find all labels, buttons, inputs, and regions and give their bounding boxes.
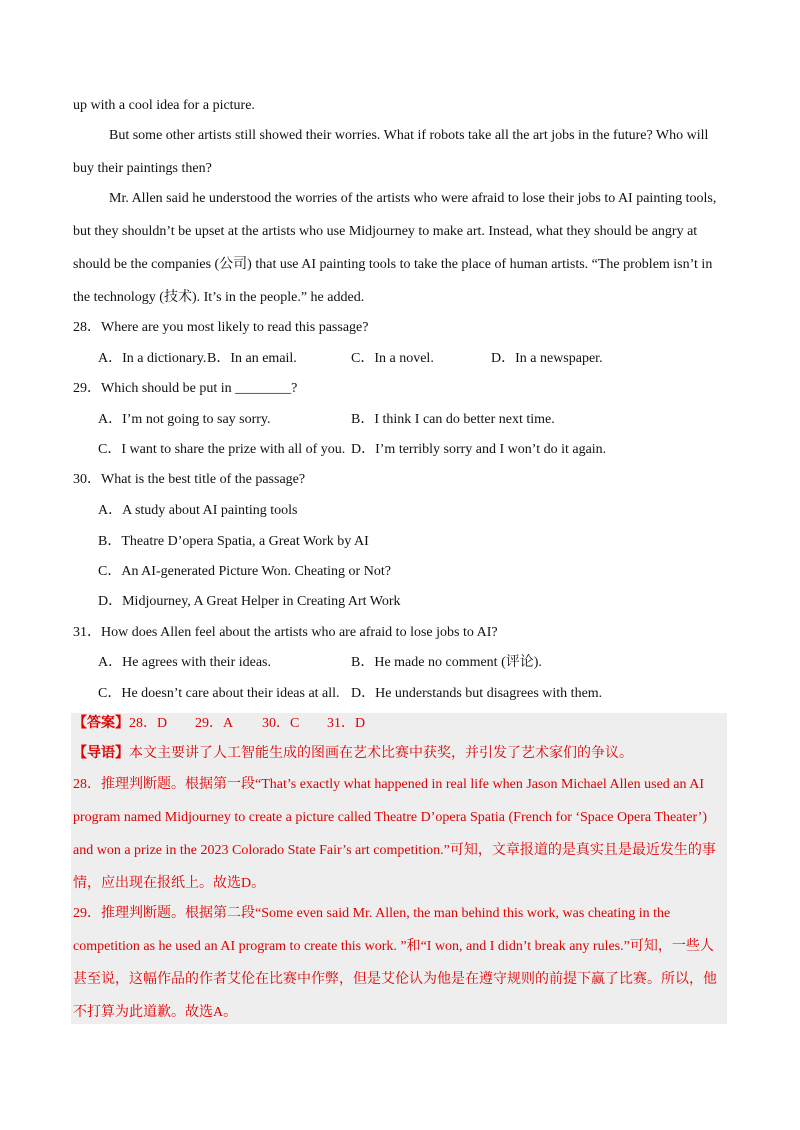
explanation-line: and won a prize in the 2023 Colorado State Fair’s art competition.”可知，文章报道的是真实且是最近发生的事 xyxy=(73,843,716,858)
passage-line: up with a cool idea for a picture. xyxy=(73,98,255,113)
passage-line: the technology (技术). It’s in the people.” he added. xyxy=(73,290,365,305)
option-c: C．In a novel. xyxy=(351,351,434,366)
question-stem: 30．What is the best title of the passage? xyxy=(73,472,306,487)
option-d: D．He understands but disagrees with them. xyxy=(351,686,603,701)
option-b: B．I think I can do better next time. xyxy=(351,412,555,427)
passage-line: should be the companies (公司) that use AI painting tools to take the place of human artists. “The problem isn’t in xyxy=(73,257,713,272)
explanation-line: 28．推理判断题。根据第一段“That’s exactly what happened in real life when Jason Michael Allen used an AI xyxy=(73,777,705,792)
explanation-line: competition as he used an AI program to create this work. ”和“I won, and I didn’t break any rules.”可知，一些人 xyxy=(73,939,714,954)
option-a: A．A study about AI painting tools xyxy=(98,503,298,518)
question-stem: 31．How does Allen feel about the artists who are afraid to lose jobs to AI? xyxy=(73,625,498,640)
passage-line: Mr. Allen said he understood the worries of the artists who were afraid to lose their jobs to AI painting tools, xyxy=(109,191,717,206)
option-c: C．I want to share the prize with all of you. xyxy=(98,442,346,457)
option-a: A．I’m not going to say sorry. xyxy=(98,412,271,427)
explanation-line: 甚至说，这幅作品的作者艾伦在比赛中作弊，但是艾伦认为他是在遵守规则的前提下赢了比赛。所以，他 xyxy=(73,972,717,987)
passage-line: But some other artists still showed their worries. What if robots take all the art jobs in the future? Who will xyxy=(109,128,709,143)
answer-key: 29．A xyxy=(195,716,234,731)
option-b: B．Theatre D’opera Spatia, a Great Work by AI xyxy=(98,534,369,549)
answer-key: 28．D xyxy=(129,716,168,731)
explanation-line: 情，应出现在报纸上。故选D。 xyxy=(73,876,266,891)
option-d: D．I’m terribly sorry and I won’t do it again. xyxy=(351,442,607,457)
answer-line xyxy=(73,714,728,734)
explanation-line: 29．推理判断题。根据第二段“Some even said Mr. Allen, the man behind this work, was cheating in the xyxy=(73,906,671,921)
answer-label: 【答案】 xyxy=(73,716,129,731)
option-b: B．In an email. xyxy=(207,351,297,366)
explanation-line: program named Midjourney to create a picture called Theatre D’opera Spatia (French for ‘Space Opera Theater’) xyxy=(73,810,707,825)
answer-key: 31．D xyxy=(327,716,366,731)
passage-line: but they shouldn’t be upset at the artists who use Midjourney to make art. Instead, what they should be angry at xyxy=(73,224,698,239)
option-c: C．An AI-generated Picture Won. Cheating or Not? xyxy=(98,564,391,579)
option-a: A．In a dictionary. xyxy=(98,351,207,366)
explanation-line: 不打算为此道歉。故选A。 xyxy=(73,1005,238,1020)
option-d: D．Midjourney, A Great Helper in Creating Art Work xyxy=(98,594,401,609)
guide-text: 本文主要讲了人工智能生成的图画在艺术比赛中获奖，并引发了艺术家们的争议。 xyxy=(129,746,633,761)
option-c: C．He doesn’t care about their ideas at all. xyxy=(98,686,340,701)
option-a: A．He agrees with their ideas. xyxy=(98,655,271,670)
answer-key: 30．C xyxy=(262,716,300,731)
option-b: B．He made no comment (评论). xyxy=(351,655,542,670)
guide-line xyxy=(73,744,728,764)
option-d: D．In a newspaper. xyxy=(491,351,603,366)
question-stem: 28．Where are you most likely to read this passage? xyxy=(73,320,369,335)
question-stem: 29．Which should be put in ________? xyxy=(73,381,298,396)
passage-line: buy their paintings then? xyxy=(73,161,212,176)
guide-label: 【导语】 xyxy=(73,746,129,761)
